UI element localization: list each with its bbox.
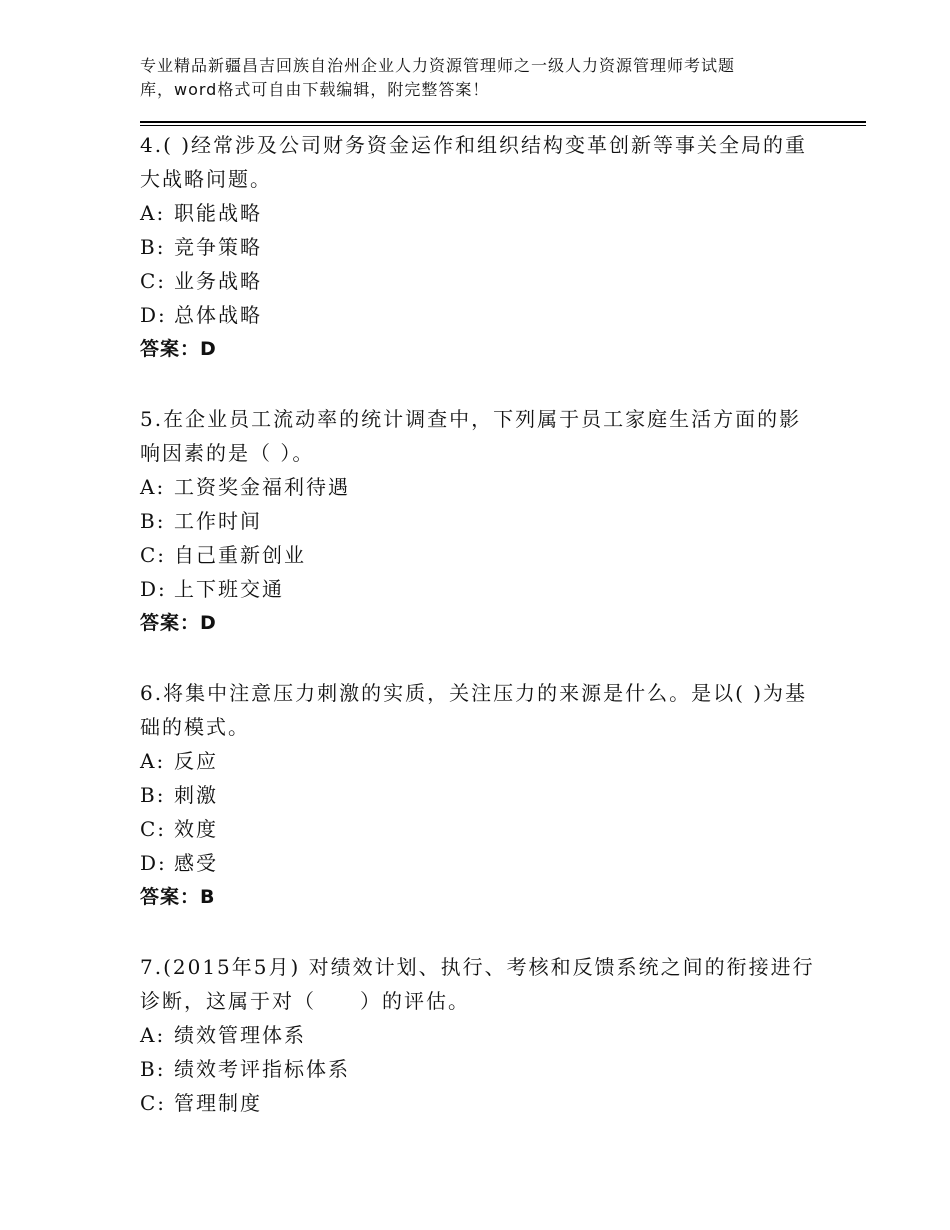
option-text: 工作时间 bbox=[174, 509, 262, 533]
option-c bbox=[140, 812, 820, 846]
option-text: 竞争策略 bbox=[174, 235, 262, 259]
answer-line: 答案：D bbox=[140, 612, 217, 634]
option-key: B: bbox=[140, 783, 166, 807]
option-c bbox=[140, 1086, 820, 1120]
question-6 bbox=[140, 676, 820, 914]
question-4 bbox=[140, 128, 820, 366]
option-c bbox=[140, 538, 820, 572]
option-key: A: bbox=[140, 1023, 166, 1047]
option-text: 效度 bbox=[174, 817, 218, 841]
option-key: B: bbox=[140, 235, 166, 259]
option-text: 业务战略 bbox=[174, 269, 262, 293]
header-line-2: 库，word格式可自由下载编辑，附完整答案！ bbox=[140, 80, 490, 99]
option-b bbox=[140, 504, 820, 538]
option-c bbox=[140, 264, 820, 298]
option-key: D: bbox=[140, 303, 167, 327]
answer-line: 答案：B bbox=[140, 886, 216, 908]
question-list bbox=[140, 128, 820, 1120]
option-text: 绩效考评指标体系 bbox=[174, 1057, 350, 1081]
option-text: 刺激 bbox=[174, 783, 218, 807]
option-key: D: bbox=[140, 851, 167, 875]
option-d bbox=[140, 846, 820, 880]
question-stem: 7.(2015年5月) 对绩效计划、执行、考核和反馈系统之间的衔接进行诊断，这属于对（ ）的评估。 bbox=[140, 955, 815, 1013]
option-key: D: bbox=[140, 577, 167, 601]
option-text: 感受 bbox=[174, 851, 218, 875]
header-line-1: 专业精品新疆昌吉回族自治州企业人力资源管理师之一级人力资源管理师考试题 bbox=[140, 56, 736, 75]
option-text: 工资奖金福利待遇 bbox=[174, 475, 350, 499]
option-b bbox=[140, 778, 820, 812]
option-key: A: bbox=[140, 749, 166, 773]
header-divider-thick bbox=[140, 121, 866, 123]
option-key: B: bbox=[140, 1057, 166, 1081]
question-5 bbox=[140, 402, 820, 640]
option-b bbox=[140, 230, 820, 264]
option-a bbox=[140, 196, 820, 230]
option-a bbox=[140, 744, 820, 778]
option-key: C: bbox=[140, 269, 167, 293]
option-key: B: bbox=[140, 509, 166, 533]
option-key: A: bbox=[140, 475, 166, 499]
option-key: C: bbox=[140, 1091, 167, 1115]
option-key: C: bbox=[140, 817, 167, 841]
option-text: 反应 bbox=[174, 749, 218, 773]
option-d bbox=[140, 298, 820, 332]
option-b bbox=[140, 1052, 820, 1086]
question-stem: 4.( )经常涉及公司财务资金运作和组织结构变革创新等事关全局的重大战略问题。 bbox=[140, 133, 808, 191]
document-header bbox=[140, 54, 830, 102]
option-text: 管理制度 bbox=[174, 1091, 262, 1115]
option-text: 职能战略 bbox=[174, 201, 262, 225]
option-text: 绩效管理体系 bbox=[174, 1023, 306, 1047]
option-text: 上下班交通 bbox=[174, 577, 284, 601]
option-a bbox=[140, 1018, 820, 1052]
question-7 bbox=[140, 950, 820, 1120]
option-a bbox=[140, 470, 820, 504]
option-text: 总体战略 bbox=[174, 303, 262, 327]
question-stem: 5.在企业员工流动率的统计调查中，下列属于员工家庭生活方面的影响因素的是（ ）。 bbox=[140, 407, 802, 465]
option-d bbox=[140, 572, 820, 606]
header-divider-thin bbox=[140, 125, 866, 126]
answer-line: 答案：D bbox=[140, 338, 217, 360]
option-key: C: bbox=[140, 543, 167, 567]
option-text: 自己重新创业 bbox=[174, 543, 306, 567]
question-stem: 6.将集中注意压力刺激的实质，关注压力的来源是什么。是以( )为基础的模式。 bbox=[140, 681, 808, 739]
option-key: A: bbox=[140, 201, 166, 225]
